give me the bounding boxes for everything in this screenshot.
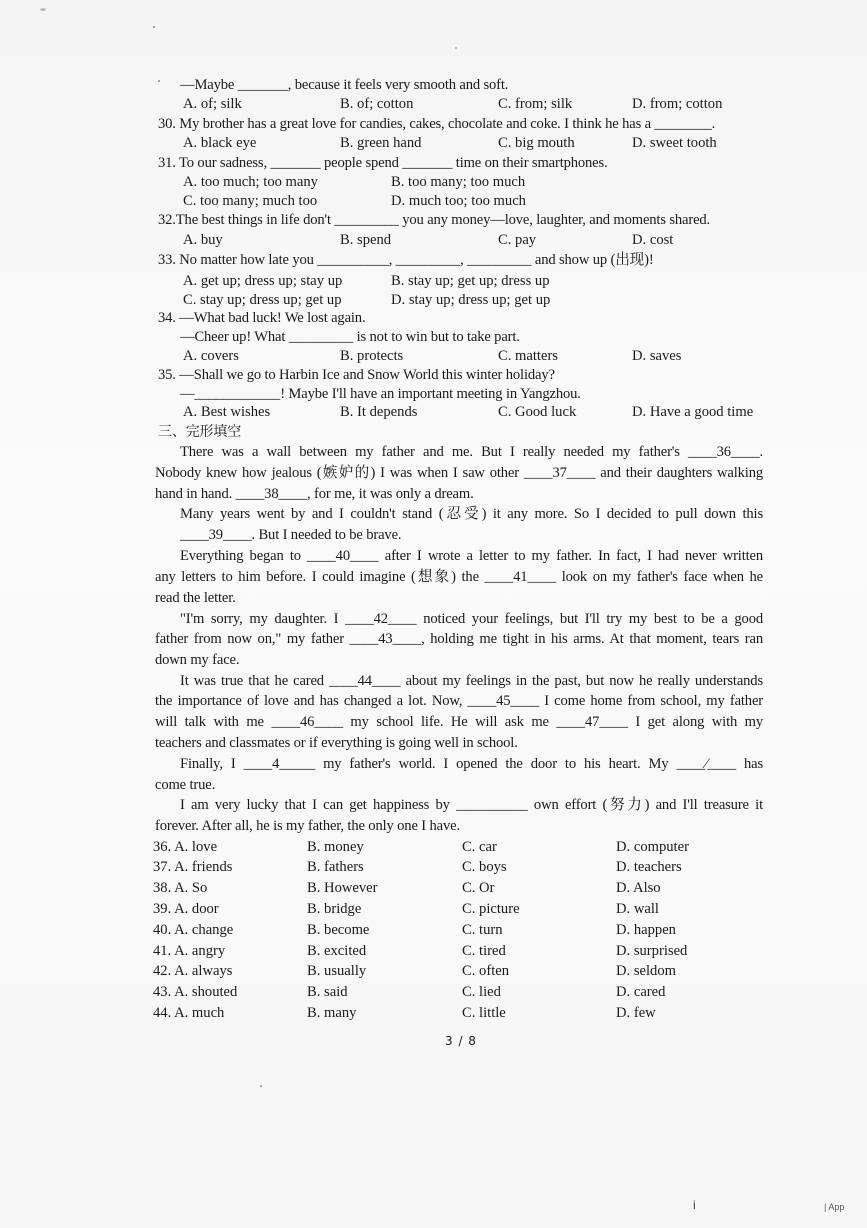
question-stem-reply: —____________! Maybe I'll have an important meeting in Yangzhou. [180, 386, 581, 402]
question-stem: 31. To our sadness, _______ people spend _______ time on their smartphones. [158, 155, 608, 171]
option-b: B. It depends [340, 404, 418, 420]
choice-c: C. picture [462, 901, 520, 917]
passage-line: teachers and classmates or if everything is going well in school. [155, 735, 518, 751]
choice-d: D. few [616, 1005, 656, 1021]
passage-line: father from now on," my father ____43____, holding me tight in his arms. At that moment, tears ran [155, 631, 763, 647]
passage-line: read the letter. [155, 590, 236, 606]
option-b: B. stay up; get up; dress up [391, 273, 550, 289]
option-b: B. protects [340, 348, 404, 364]
choice-b: B. many [307, 1005, 357, 1021]
question-stem: 33. No matter how late you __________, _________, _________ and show up (出现)! [158, 252, 654, 268]
choice-c: C. little [462, 1005, 506, 1021]
scan-speck [153, 26, 155, 28]
option-c: C. stay up; dress up; get up [183, 292, 342, 308]
option-d: D. sweet tooth [632, 135, 717, 151]
scan-speck [40, 8, 46, 11]
option-a: A. black eye [183, 135, 257, 151]
choice-d: D. surprised [616, 943, 688, 959]
option-d: D. cost [632, 232, 674, 248]
option-a: A. Best wishes [183, 404, 271, 420]
choice-b: B. excited [307, 943, 367, 959]
passage-line: down my face. [155, 652, 240, 668]
question-stem: 34. —What bad luck! We lost again. [158, 310, 366, 326]
choice-b: B. bridge [307, 901, 362, 917]
choice-b: B. However [307, 880, 378, 896]
choice-c: C. boys [462, 859, 507, 875]
choice-d: D. computer [616, 839, 689, 855]
edge-label: | App [824, 1202, 845, 1212]
passage-line: the importance of love and has changed a lot. Now, ____45____ I come home from school, my father [155, 693, 763, 709]
passage-line: There was a wall between my father and me. But I really needed my father's ____36____. [180, 444, 763, 460]
passage-line: any letters to him before. I could imagine (想象) the ____41____ look on my father's face when he [155, 569, 763, 585]
choice-a: 42. A. always [153, 963, 233, 979]
choice-c: C. Or [462, 880, 495, 896]
choice-d: D. happen [616, 922, 676, 938]
choice-a: 43. A. shouted [153, 984, 238, 1000]
option-a: A. too much; too many [183, 174, 318, 190]
passage-line: Nobody knew how jealous (嫉妒的) I was when I saw other ____37____ and their daughters walking [155, 465, 763, 481]
option-a: A. buy [183, 232, 223, 248]
option-a: A. get up; dress up; stay up [183, 273, 343, 289]
passage-line: hand in hand. ____38____, for me, it was only a dream. [155, 486, 474, 502]
option-d: D. from; cotton [632, 96, 723, 112]
question-stem: —Maybe _______, because it feels very smooth and soft. [180, 77, 509, 93]
choice-b: B. usually [307, 963, 367, 979]
choice-d: D. wall [616, 901, 659, 917]
passage-line: It was true that he cared ____44____ about my feelings in the past, but now he really understands [180, 673, 763, 689]
question-stem: 30. My brother has a great love for candies, cakes, chocolate and coke. I think he has a ________. [158, 116, 716, 132]
passage-line: "I'm sorry, my daughter. I ____42____ noticed your feelings, but I'll try my best to be a good [180, 611, 763, 627]
scan-speck [158, 80, 160, 82]
choice-a: 41. A. angry [153, 943, 226, 959]
choice-d: D. Also [616, 880, 661, 896]
choice-a: 40. A. change [153, 922, 234, 938]
section-heading: 三、完形填空 [158, 424, 242, 440]
option-a: A. covers [183, 348, 239, 364]
choice-a: 36. A. love [153, 839, 218, 855]
option-b: B. of; cotton [340, 96, 414, 112]
choice-c: C. turn [462, 922, 503, 938]
question-stem: 32.The best things in life don't _________ you any money—love, laughter, and moments shared. [158, 212, 711, 228]
passage-line: come true. [155, 777, 216, 793]
option-c: C. from; silk [498, 96, 573, 112]
option-c: C. pay [498, 232, 537, 248]
scan-speck [455, 47, 457, 49]
option-d: D. saves [632, 348, 682, 364]
option-d: D. Have a good time [632, 404, 754, 420]
choice-d: D. cared [616, 984, 666, 1000]
passage-line: Many years went by and I couldn't stand (忍受) it any more. So I decided to pull down this [180, 506, 763, 522]
passage-line: forever. After all, he is my father, the only one I have. [155, 818, 460, 834]
choice-c: C. tired [462, 943, 506, 959]
option-d: D. stay up; dress up; get up [391, 292, 551, 308]
choice-b: B. money [307, 839, 364, 855]
question-stem-reply: —Cheer up! What _________ is not to win but to take part. [180, 329, 520, 345]
passage-line: ____39____. But I needed to be brave. [180, 527, 402, 543]
choice-b: B. fathers [307, 859, 364, 875]
scan-speck [260, 1085, 262, 1087]
option-c: C. Good luck [498, 404, 577, 420]
choice-b: B. said [307, 984, 348, 1000]
choice-a: 37. A. friends [153, 859, 233, 875]
choice-a: 44. A. much [153, 1005, 225, 1021]
choice-c: C. car [462, 839, 497, 855]
option-d: D. much too; too much [391, 193, 526, 209]
option-b: B. spend [340, 232, 392, 248]
option-c: C. too many; much too [183, 193, 318, 209]
passage-line: I am very lucky that I can get happiness by __________ own effort (努力) and I'll treasure it [180, 797, 763, 813]
option-c: C. big mouth [498, 135, 575, 151]
choice-c: C. often [462, 963, 510, 979]
choice-b: B. become [307, 922, 370, 938]
choice-c: C. lied [462, 984, 501, 1000]
scan-glyph: i [693, 1198, 696, 1212]
option-a: A. of; silk [183, 96, 242, 112]
passage-line: will talk with me ____46____ my school life. He will ask me ____47____ I get along with my [155, 714, 763, 730]
choice-a: 38. A. So [153, 880, 208, 896]
option-b: B. green hand [340, 135, 422, 151]
passage-line: Everything began to ____40____ after I wrote a letter to my father. In fact, I had never written [180, 548, 763, 564]
page-number: 3 / 8 [445, 1034, 477, 1048]
passage-line: Finally, I ____4_____ my father's world. I opened the door to his heart. My ____⁄____ has [180, 756, 763, 772]
choice-d: D. teachers [616, 859, 682, 875]
choice-a: 39. A. door [153, 901, 219, 917]
choice-d: D. seldom [616, 963, 676, 979]
option-b: B. too many; too much [391, 174, 526, 190]
question-stem: 35. —Shall we go to Harbin Ice and Snow World this winter holiday? [158, 367, 555, 383]
option-c: C. matters [498, 348, 558, 364]
